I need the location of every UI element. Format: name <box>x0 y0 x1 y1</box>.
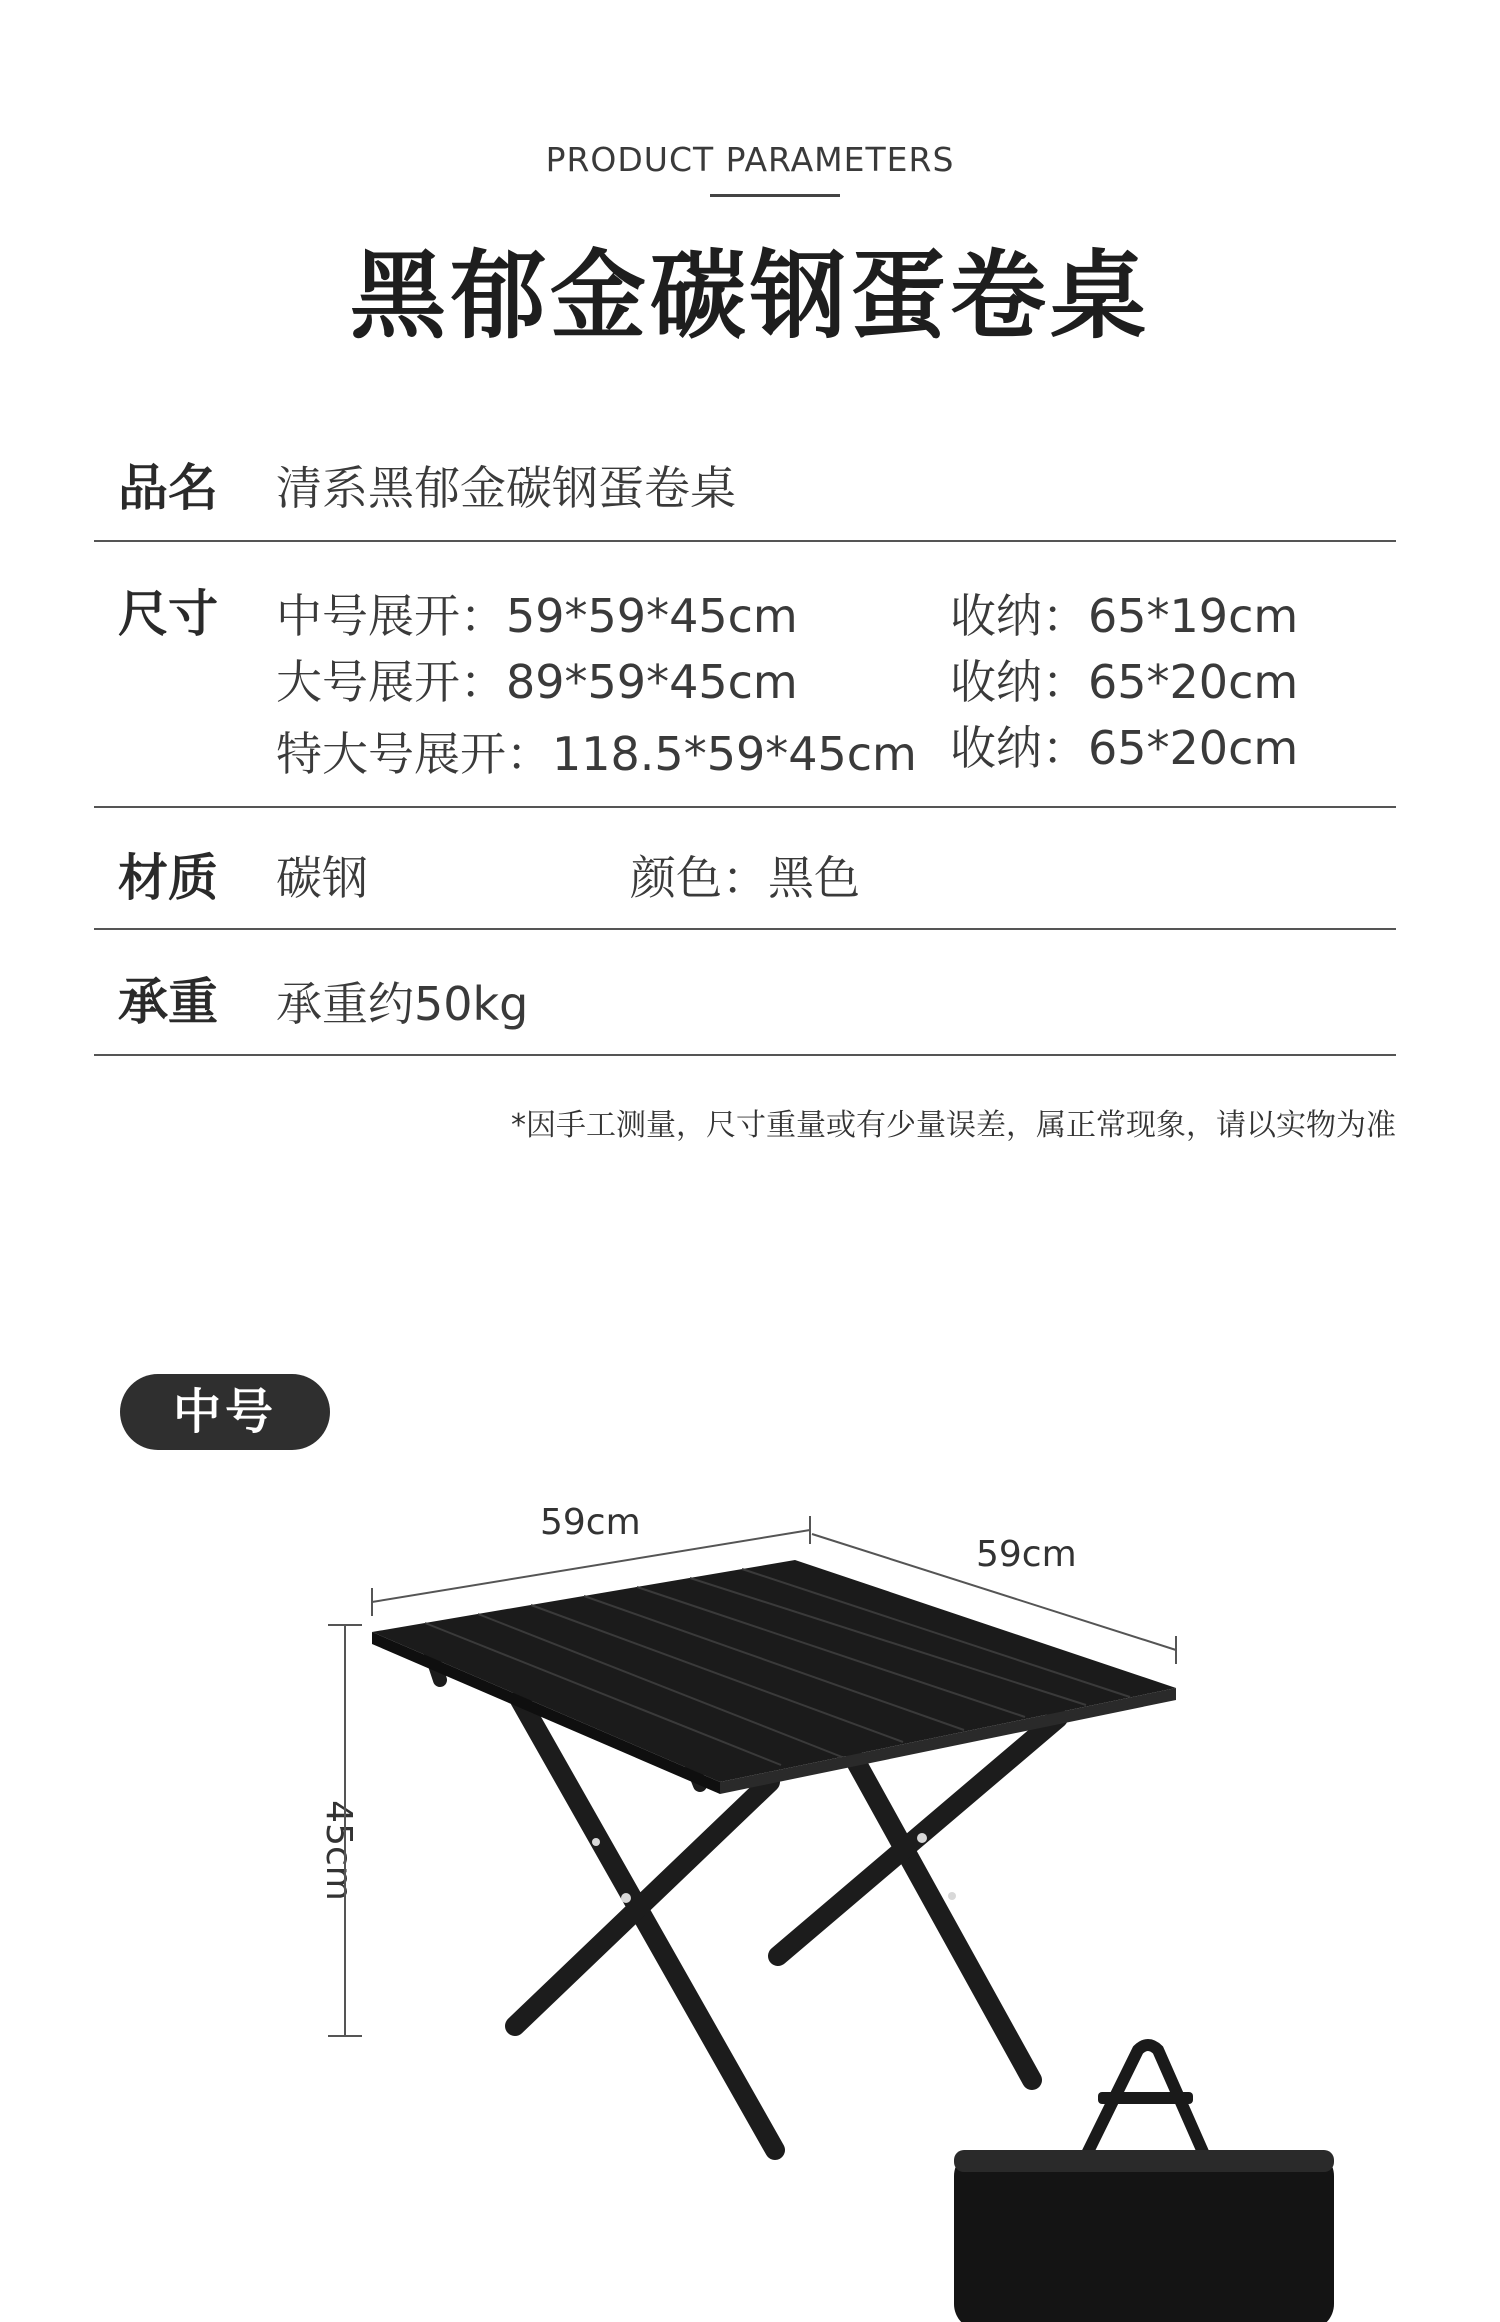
spec-value-load: 承重约50kg <box>276 977 529 1031</box>
size-stored-large: 收纳：65*20cm <box>950 655 1299 709</box>
spec-label-name: 品名 <box>118 459 218 517</box>
spec-label-load: 承重 <box>118 973 218 1031</box>
depth-dimension-label: 59cm <box>976 1534 1077 1575</box>
size-open-xlarge: 特大号展开：118.5*59*45cm <box>276 727 917 781</box>
size-open-large: 大号展开：89*59*45cm <box>276 655 798 709</box>
size-stored-medium: 收纳：65*19cm <box>950 589 1299 643</box>
height-dimension-label: 45cm <box>317 1800 359 1901</box>
divider <box>94 928 1396 930</box>
table-illustration <box>0 1480 1500 2322</box>
spec-label-material: 材质 <box>118 849 218 907</box>
size-open-medium: 中号展开：59*59*45cm <box>276 589 798 643</box>
page-title: 黑郁金碳钢蛋卷桌 <box>350 240 1150 352</box>
divider <box>94 1054 1396 1056</box>
spec-value-material: 碳钢 <box>276 851 368 905</box>
spec-value-name: 清系黑郁金碳钢蛋卷桌 <box>276 461 736 515</box>
divider <box>94 806 1396 808</box>
size-badge: 中号 <box>120 1374 330 1450</box>
section-eyebrow: PRODUCT PARAMETERS <box>545 140 955 179</box>
carry-bag-image <box>954 2045 1334 2322</box>
measurement-note: *因手工测量，尺寸重量或有少量误差，属正常现象，请以实物为准 <box>511 1108 1396 1143</box>
spec-value-color: 颜色：黑色 <box>630 851 860 905</box>
spec-label-size: 尺寸 <box>118 585 218 643</box>
height-dimension-line <box>328 1625 362 2036</box>
width-dimension-label: 59cm <box>540 1502 641 1543</box>
eyebrow-underline <box>710 194 840 197</box>
size-stored-xlarge: 收纳：65*20cm <box>950 721 1299 775</box>
table-top <box>372 1560 1176 1794</box>
divider <box>94 540 1396 542</box>
